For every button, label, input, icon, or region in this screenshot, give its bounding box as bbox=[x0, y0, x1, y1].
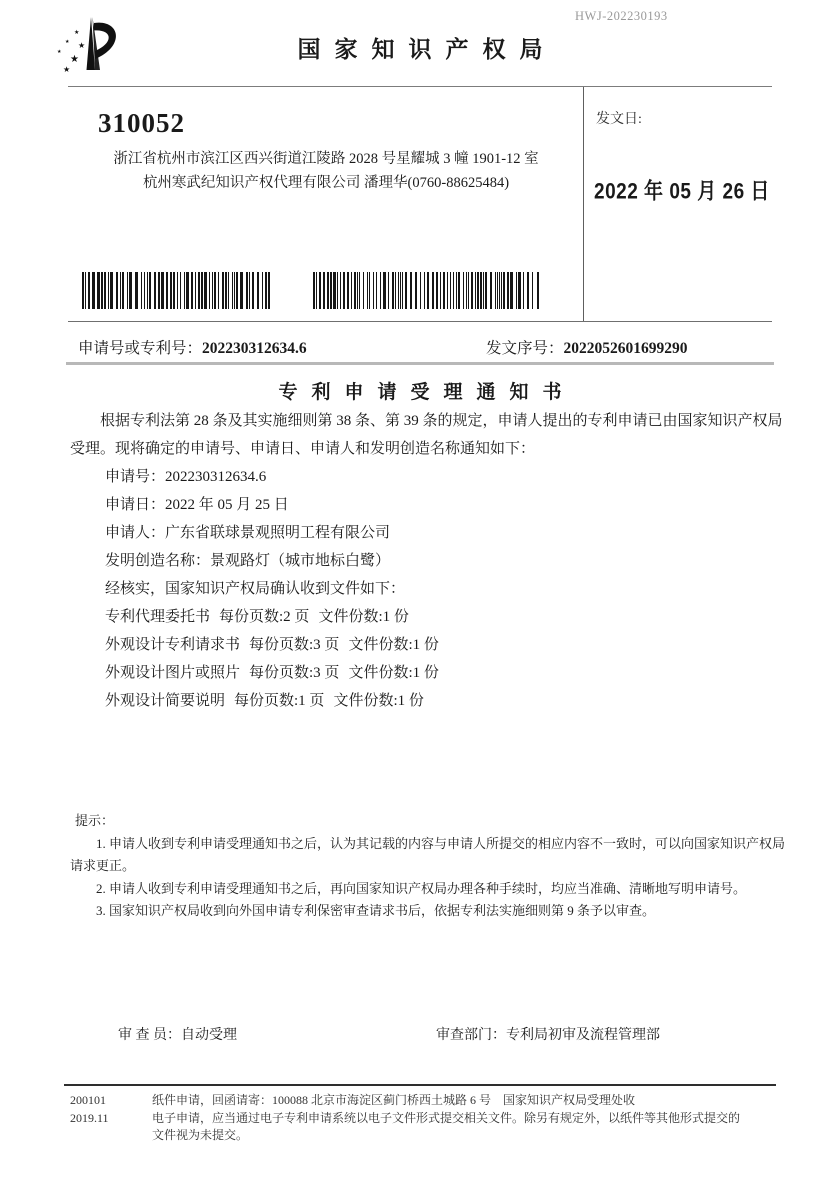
dispatch-date-value: 2022 年 05 月 26 日 bbox=[594, 179, 770, 205]
notice-body bbox=[70, 407, 783, 715]
dispatch-date-label: 发文日: bbox=[596, 112, 642, 127]
department-value: 专利局初审及流程管理部 bbox=[506, 1028, 660, 1043]
barcode-left-icon bbox=[82, 272, 272, 309]
tip-line: 2. 申请人收到专利申请受理通知书之后，再向国家知识产权局办理各种手续时，均应当准确、清晰地写明申请号。 bbox=[96, 880, 747, 896]
field-value: 2022 年 05 月 25 日 bbox=[165, 497, 289, 513]
serial-number bbox=[486, 336, 688, 358]
doc-pages: 每份页数:2 页 bbox=[219, 609, 310, 625]
footer-row bbox=[64, 1110, 776, 1145]
tip-line: 3. 国家知识产权局收到向外国申请专利保密审查请求书后，依据专利法实施细则第 9 条予以审查。 bbox=[96, 903, 656, 918]
received-doc-row bbox=[105, 631, 770, 659]
tip-line: 请求更正。 bbox=[70, 858, 136, 873]
doc-name: 外观设计专利请求书 bbox=[105, 637, 241, 653]
department-label: 审查部门： bbox=[436, 1028, 506, 1043]
barcode-right-icon bbox=[313, 272, 541, 309]
header-rule bbox=[68, 86, 772, 87]
received-intro: 经核实，国家知识产权局确认收到文件如下： bbox=[105, 581, 406, 597]
postal-code: 310052 bbox=[98, 108, 185, 138]
reference-rule bbox=[68, 321, 772, 322]
footer-code: 200101 bbox=[70, 1093, 106, 1107]
field-value: 202230312634.6 bbox=[165, 469, 267, 485]
examiner bbox=[118, 1024, 237, 1044]
field-row bbox=[105, 519, 770, 547]
info-divider bbox=[583, 87, 584, 322]
tip-line: 1. 申请人收到专利申请受理通知书之后，认为其记载的内容与申请人所提交的相应内容不一致时，可以向国家知识产权局 bbox=[96, 835, 786, 851]
application-number-value: 202230312634.6 bbox=[202, 340, 307, 357]
field-value: 景观路灯（城市地标白鹭） bbox=[210, 553, 391, 569]
org-title: 国家知识产权局 bbox=[297, 37, 557, 62]
serial-number-value: 2022052601699290 bbox=[563, 340, 688, 357]
examiner-value: 自动受理 bbox=[181, 1028, 237, 1043]
footer-text-line: 文件视为未提交。 bbox=[152, 1128, 249, 1142]
svg-text:★: ★ bbox=[74, 29, 80, 36]
doc-name: 外观设计简要说明 bbox=[105, 693, 226, 709]
footer-text bbox=[152, 1110, 776, 1145]
received-doc-row bbox=[105, 603, 770, 631]
recipient-line: 杭州寒武纪知识产权代理有限公司 潘理华(0760-88625484) bbox=[142, 175, 510, 191]
svg-text:★: ★ bbox=[63, 65, 71, 74]
doc-copies: 文件份数:1 份 bbox=[348, 637, 439, 653]
field-label: 申请日： bbox=[105, 497, 166, 513]
intro-line: 根据专利法第 28 条及其实施细则第 38 条、第 39 条的规定，申请人提出的专利申请已由国家知识产权局 bbox=[100, 413, 783, 429]
intro-line: 受理。现将确定的申请号、申请日、申请人和发明创造名称通知如下： bbox=[70, 441, 536, 457]
svg-text:★: ★ bbox=[57, 49, 62, 55]
department bbox=[436, 1024, 660, 1044]
received-doc-row bbox=[105, 659, 770, 687]
field-row bbox=[105, 463, 770, 491]
address-line: 浙江省杭州市滨江区西兴街道江陵路 2028 号星耀城 3 幢 1901-12 室 bbox=[113, 151, 539, 167]
field-value: 广东省联球景观照明工程有限公司 bbox=[165, 525, 391, 541]
serial-number-label: 发文序号： bbox=[486, 340, 564, 357]
doc-name: 专利代理委托书 bbox=[105, 609, 211, 625]
field-label: 申请号： bbox=[105, 469, 166, 485]
application-number bbox=[78, 336, 307, 358]
footer bbox=[64, 1084, 776, 1145]
doc-name: 外观设计图片或照片 bbox=[105, 665, 241, 681]
field-label: 发明创造名称： bbox=[105, 553, 211, 569]
document-code: HWJ-202230193 bbox=[575, 9, 668, 23]
footer-code: 2019.11 bbox=[70, 1110, 109, 1125]
section-rule bbox=[66, 362, 774, 365]
doc-copies: 文件份数:1 份 bbox=[348, 665, 439, 681]
field-label: 申请人： bbox=[105, 525, 166, 541]
notice-title: 专利申请受理通知书 bbox=[278, 382, 576, 403]
tips-title: 提示： bbox=[75, 813, 115, 828]
field-row bbox=[105, 547, 770, 575]
footer-text bbox=[152, 1092, 776, 1110]
doc-copies: 文件份数:1 份 bbox=[318, 609, 409, 625]
examiner-label: 审 查 员： bbox=[118, 1028, 181, 1043]
doc-pages: 每份页数:3 页 bbox=[249, 637, 340, 653]
svg-text:★: ★ bbox=[78, 41, 86, 50]
footer-row bbox=[64, 1092, 776, 1110]
doc-pages: 每份页数:1 页 bbox=[234, 693, 325, 709]
doc-pages: 每份页数:3 页 bbox=[249, 665, 340, 681]
svg-text:★: ★ bbox=[65, 39, 70, 45]
doc-copies: 文件份数:1 份 bbox=[333, 693, 424, 709]
application-number-label: 申请号或专利号： bbox=[78, 340, 203, 357]
received-doc-row bbox=[105, 687, 770, 715]
tips-section bbox=[70, 810, 786, 923]
field-row bbox=[105, 491, 770, 519]
footer-text-line: 纸件申请，回函请寄：100088 北京市海淀区蓟门桥西土城路 6 号 国家知识产权局受理处收 bbox=[152, 1093, 636, 1107]
svg-text:★: ★ bbox=[70, 54, 79, 65]
footer-text-line: 电子申请，应当通过电子专利申请系统以电子文件形式提交相关文件。除另有规定外，以纸件等其他形式提交的 bbox=[152, 1110, 741, 1125]
